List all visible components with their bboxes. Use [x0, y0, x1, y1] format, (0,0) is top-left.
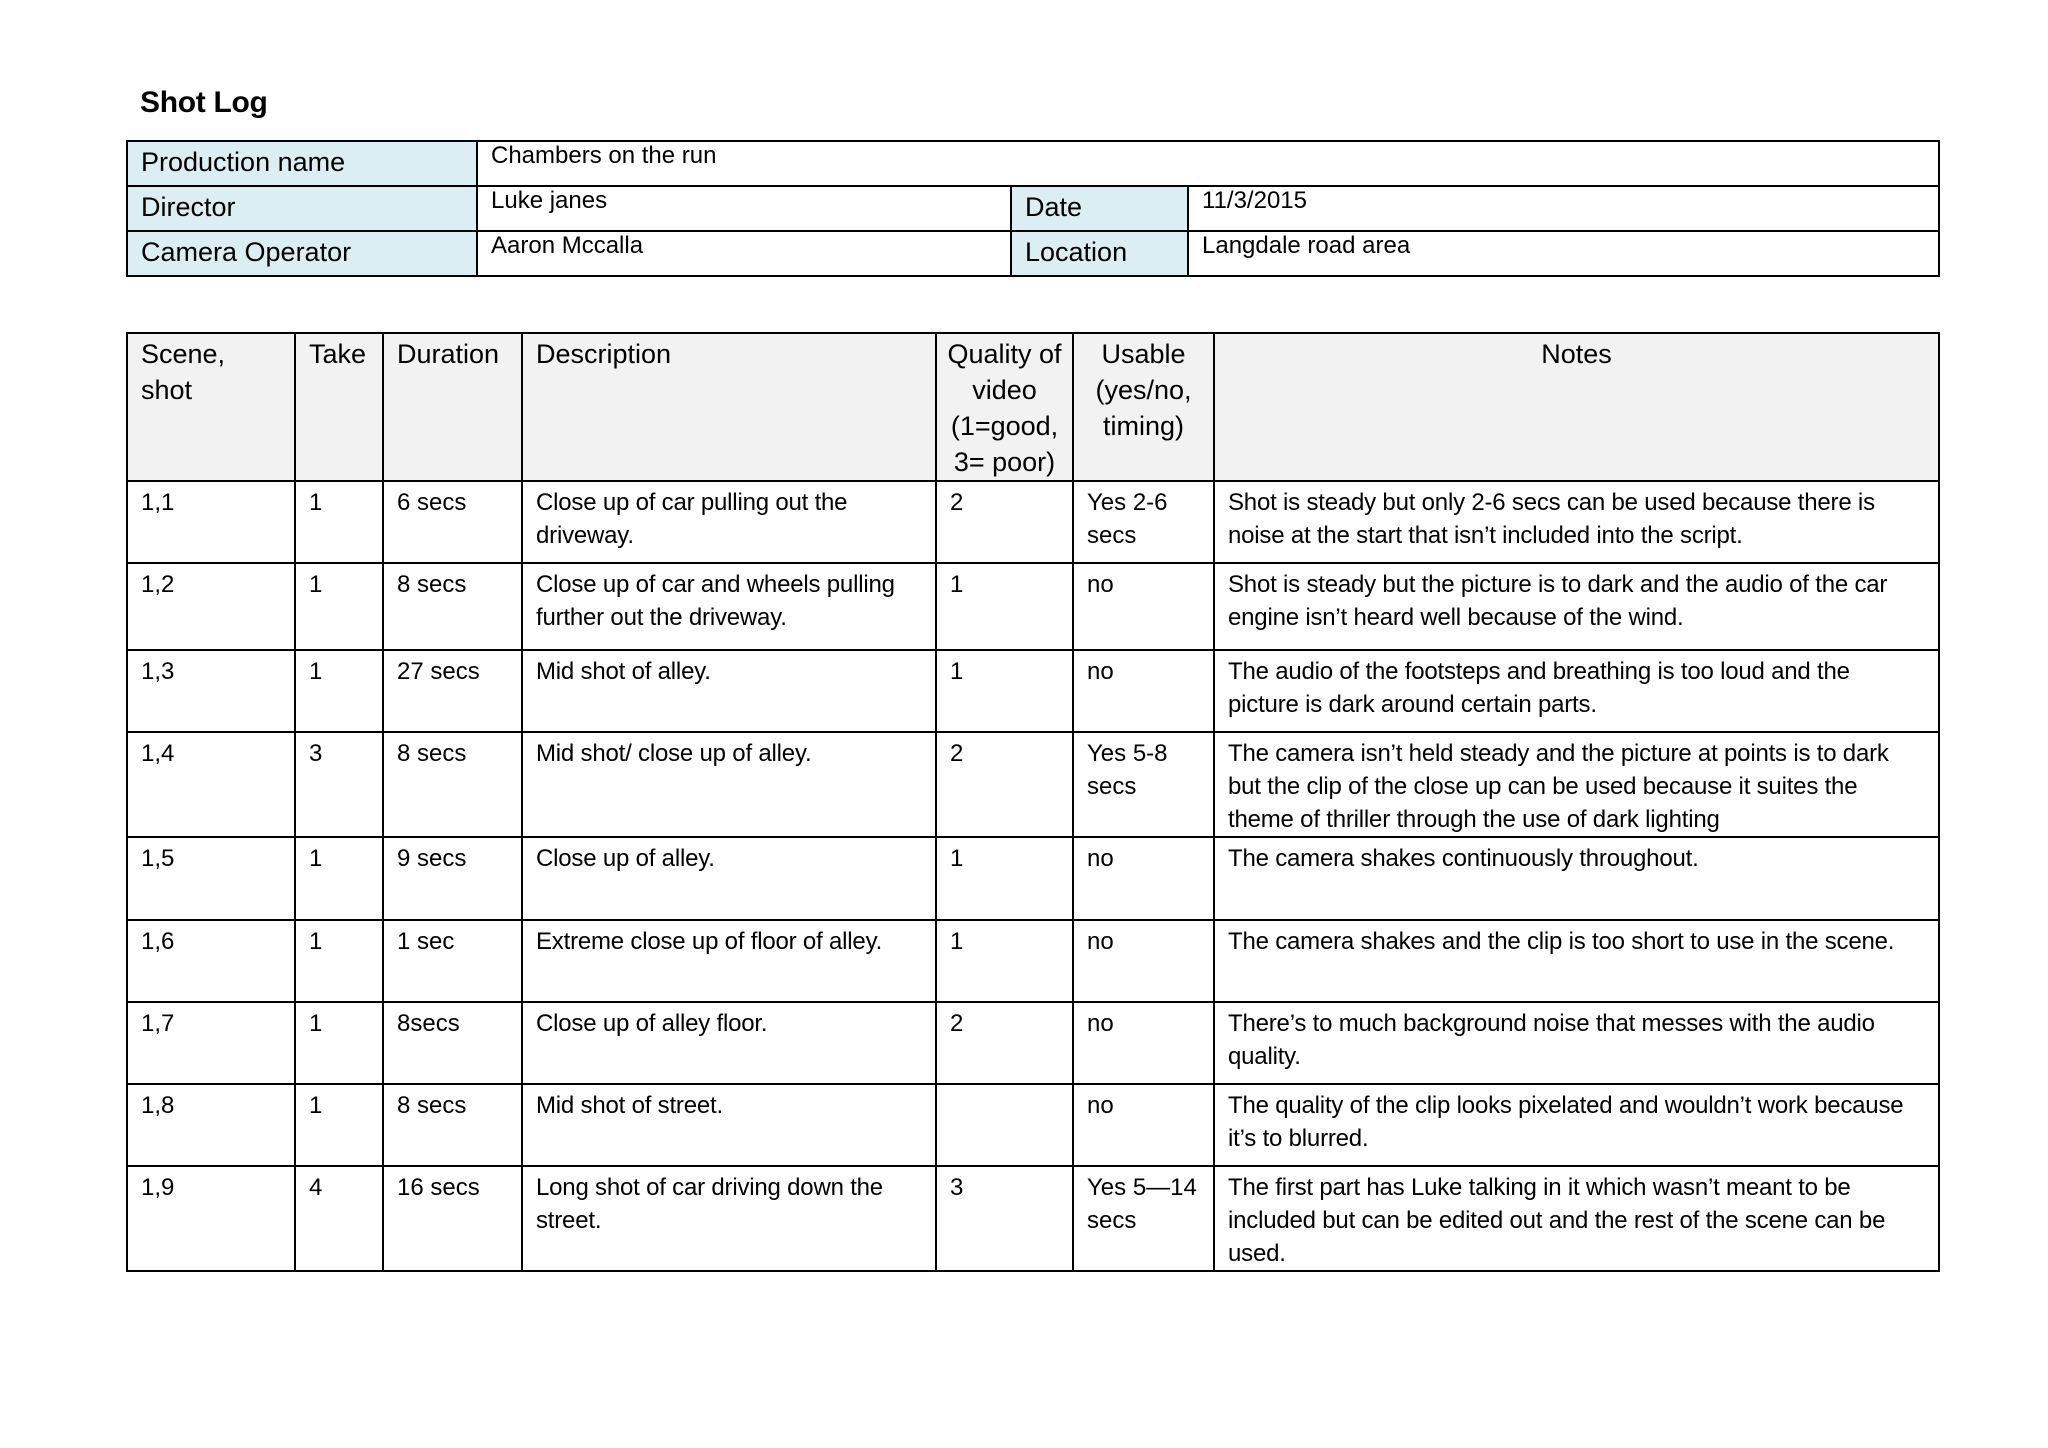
production-name-label: Production name [127, 141, 477, 186]
camera-row [127, 231, 1939, 276]
notes-cell: Shot is steady but only 2-6 secs can be used because there is noise at the start that isn’t included into the script. [1214, 481, 1939, 563]
notes-cell: Shot is steady but the picture is to dark and the audio of the car engine isn’t heard well because of the wind. [1214, 563, 1939, 650]
description-cell: Close up of car and wheels pulling further out the driveway. [522, 563, 936, 650]
director-value: Luke janes [477, 186, 1011, 231]
duration-cell: 16 secs [383, 1166, 522, 1271]
table-row [127, 920, 1939, 1002]
usable-cell: no [1073, 920, 1214, 1002]
take-cell: 1 [295, 1084, 383, 1166]
duration-cell: 8secs [383, 1002, 522, 1084]
director-row [127, 186, 1939, 231]
duration-cell: 8 secs [383, 732, 522, 837]
take-cell: 1 [295, 837, 383, 920]
notes-header: Notes [1214, 333, 1939, 481]
quality-cell: 2 [936, 481, 1073, 563]
notes-cell: There’s to much background noise that messes with the audio quality. [1214, 1002, 1939, 1084]
quality-cell: 1 [936, 563, 1073, 650]
scene-shot-header: Scene, shot [127, 333, 295, 481]
duration-cell: 27 secs [383, 650, 522, 732]
usable-cell: no [1073, 837, 1214, 920]
take-cell: 4 [295, 1166, 383, 1271]
location-label: Location [1011, 231, 1188, 276]
scene-cell: 1,7 [127, 1002, 295, 1084]
table-row [127, 481, 1939, 563]
description-cell: Mid shot of street. [522, 1084, 936, 1166]
duration-cell: 8 secs [383, 563, 522, 650]
take-header: Take [295, 333, 383, 481]
quality-cell: 1 [936, 837, 1073, 920]
duration-cell: 6 secs [383, 481, 522, 563]
notes-cell: The first part has Luke talking in it which wasn’t meant to be included but can be edited out and the rest of the scene can be used. [1214, 1166, 1939, 1271]
usable-cell: no [1073, 1084, 1214, 1166]
duration-header: Duration [383, 333, 522, 481]
description-cell: Close up of alley. [522, 837, 936, 920]
table-row [127, 732, 1939, 837]
shot-log-table [126, 332, 1940, 1272]
location-value: Langdale road area [1188, 231, 1939, 276]
description-cell: Close up of car pulling out the driveway. [522, 481, 936, 563]
usable-header: Usable (yes/no, timing) [1073, 333, 1214, 481]
duration-cell: 9 secs [383, 837, 522, 920]
quality-cell: 1 [936, 650, 1073, 732]
table-row [127, 1166, 1939, 1271]
take-cell: 3 [295, 732, 383, 837]
usable-cell: Yes 5-8 secs [1073, 732, 1214, 837]
usable-cell: Yes 5—14 secs [1073, 1166, 1214, 1271]
date-value: 11/3/2015 [1188, 186, 1939, 231]
quality-cell: 3 [936, 1166, 1073, 1271]
usable-cell: no [1073, 1002, 1214, 1084]
production-info-table [126, 140, 1940, 277]
quality-cell: 1 [936, 920, 1073, 1002]
description-cell: Long shot of car driving down the street. [522, 1166, 936, 1271]
table-row [127, 1002, 1939, 1084]
duration-cell: 1 sec [383, 920, 522, 1002]
usable-cell: Yes 2-6 secs [1073, 481, 1214, 563]
quality-cell [936, 1084, 1073, 1166]
quality-cell: 2 [936, 1002, 1073, 1084]
table-row [127, 563, 1939, 650]
notes-cell: The camera isn’t held steady and the picture at points is to dark but the clip of the close up can be used because it suites the theme of thriller through the use of dark lighting [1214, 732, 1939, 837]
take-cell: 1 [295, 481, 383, 563]
production-row [127, 141, 1939, 186]
director-label: Director [127, 186, 477, 231]
scene-cell: 1,5 [127, 837, 295, 920]
duration-cell: 8 secs [383, 1084, 522, 1166]
description-header: Description [522, 333, 936, 481]
take-cell: 1 [295, 563, 383, 650]
description-cell: Close up of alley floor. [522, 1002, 936, 1084]
table-row [127, 650, 1939, 732]
scene-cell: 1,4 [127, 732, 295, 837]
header-row [127, 333, 1939, 481]
scene-cell: 1,3 [127, 650, 295, 732]
quality-header: Quality of video (1=good, 3= poor) [936, 333, 1073, 481]
scene-cell: 1,6 [127, 920, 295, 1002]
usable-cell: no [1073, 563, 1214, 650]
quality-cell: 2 [936, 732, 1073, 837]
take-cell: 1 [295, 920, 383, 1002]
scene-cell: 1,8 [127, 1084, 295, 1166]
table-row [127, 837, 1939, 920]
take-cell: 1 [295, 650, 383, 732]
notes-cell: The camera shakes and the clip is too short to use in the scene. [1214, 920, 1939, 1002]
description-cell: Mid shot of alley. [522, 650, 936, 732]
description-cell: Extreme close up of floor of alley. [522, 920, 936, 1002]
notes-cell: The camera shakes continuously throughout. [1214, 837, 1939, 920]
take-cell: 1 [295, 1002, 383, 1084]
description-cell: Mid shot/ close up of alley. [522, 732, 936, 837]
table-row [127, 1084, 1939, 1166]
camera-operator-value: Aaron Mccalla [477, 231, 1011, 276]
usable-cell: no [1073, 650, 1214, 732]
date-label: Date [1011, 186, 1188, 231]
page-title: Shot Log [140, 86, 268, 119]
scene-cell: 1,2 [127, 563, 295, 650]
scene-cell: 1,1 [127, 481, 295, 563]
camera-operator-label: Camera Operator [127, 231, 477, 276]
production-name-value: Chambers on the run [477, 141, 1939, 186]
notes-cell: The audio of the footsteps and breathing is too loud and the picture is dark around certain parts. [1214, 650, 1939, 732]
notes-cell: The quality of the clip looks pixelated and wouldn’t work because it’s to blurred. [1214, 1084, 1939, 1166]
scene-cell: 1,9 [127, 1166, 295, 1271]
